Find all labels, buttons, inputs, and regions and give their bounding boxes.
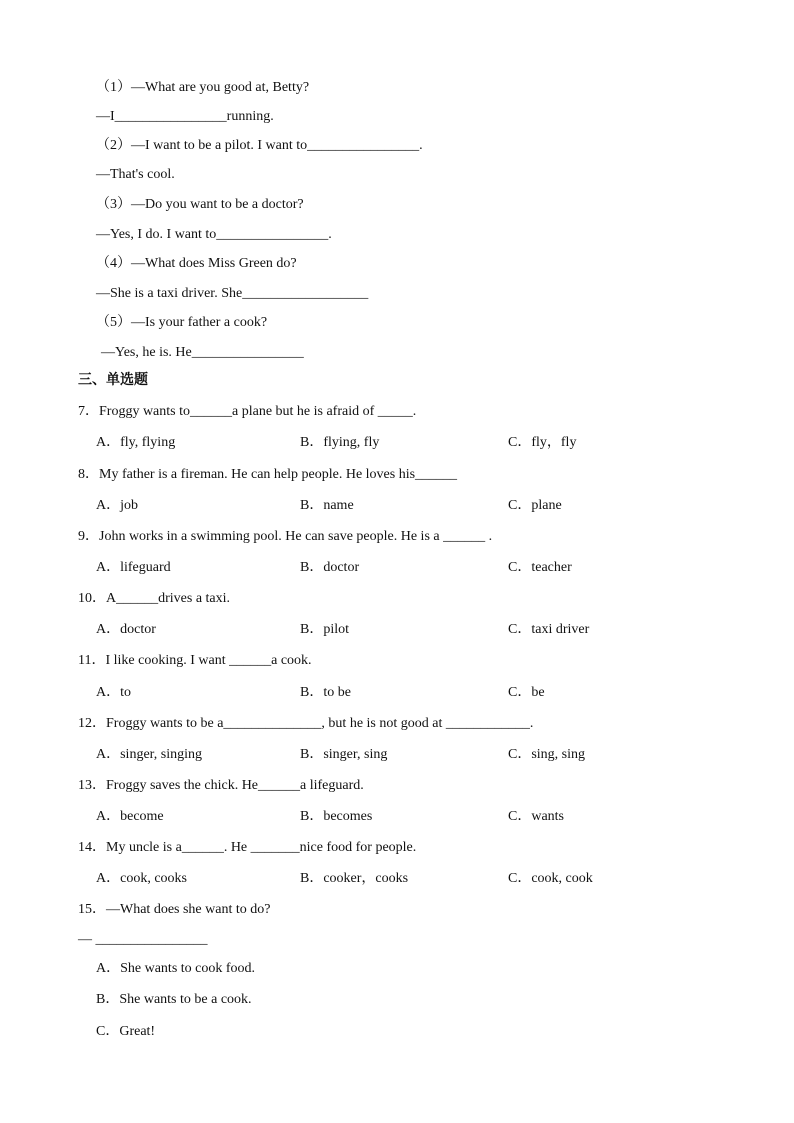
option-b: B．doctor (300, 560, 360, 575)
fill-in-line-2: —I________________running. (96, 109, 274, 124)
option-c: C．fly，fly (508, 435, 577, 450)
question-stem: 11．I like cooking. I want ______a cook. (78, 653, 312, 668)
option-b: B．She wants to be a cook. (96, 992, 252, 1007)
option-c: C．be (508, 685, 545, 700)
option-a: A．doctor (96, 622, 156, 637)
question-stem: 10．A______drives a taxi. (78, 591, 231, 606)
option-b: B．name (300, 498, 354, 513)
question-stem: 8．My father is a fireman. He can help people. He loves his______ (78, 467, 458, 482)
option-a: A．become (96, 809, 164, 824)
option-b: B．singer, sing (300, 747, 388, 762)
option-b: B．becomes (300, 809, 373, 824)
option-c: C．Great! (96, 1024, 156, 1039)
option-b: B．pilot (300, 622, 350, 637)
option-c: C．taxi driver (508, 622, 590, 637)
option-a: A．singer, singing (96, 747, 202, 762)
option-b: B．cooker，cooks (300, 871, 409, 886)
fill-in-line-4: —That's cool. (96, 167, 175, 182)
fill-in-line-9: （5）—Is your father a cook? (96, 315, 268, 330)
fill-in-line-6: —Yes, I do. I want to________________. (96, 227, 332, 242)
option-c: C．teacher (508, 560, 572, 575)
answer-blank: — ________________ (78, 932, 208, 947)
option-b: B．to be (300, 685, 351, 700)
option-c: C．plane (508, 498, 562, 513)
option-a: A．cook, cooks (96, 871, 187, 886)
option-a: A．to (96, 685, 131, 700)
question-stem: 9．John works in a swimming pool. He can save people. He is a ______ . (78, 529, 493, 544)
question-stem: 12．Froggy wants to be a______________, but he is not good at ____________. (78, 716, 534, 731)
option-c: C．wants (508, 809, 564, 824)
option-a: A．She wants to cook food. (96, 961, 256, 976)
fill-in-line-3: （2）—I want to be a pilot. I want to________________. (96, 138, 423, 153)
option-b: B．flying, fly (300, 435, 380, 450)
question-stem: 13．Froggy saves the chick. He______a lifeguard. (78, 778, 364, 793)
option-c: C．sing, sing (508, 747, 586, 762)
fill-in-line-10: —Yes, he is. He________________ (101, 345, 304, 360)
fill-in-line-1: （1）—What are you good at, Betty? (96, 80, 310, 95)
fill-in-line-8: —She is a taxi driver. She__________________ (96, 286, 369, 301)
section-heading: 三、单选题 (78, 372, 148, 388)
question-stem: 14．My uncle is a______. He _______nice food for people. (78, 840, 417, 855)
option-a: A．fly, flying (96, 435, 176, 450)
option-a: A．lifeguard (96, 560, 171, 575)
fill-in-line-7: （4）—What does Miss Green do? (96, 256, 297, 271)
question-stem: 15．—What does she want to do? (78, 902, 271, 917)
fill-in-line-5: （3）—Do you want to be a doctor? (96, 197, 304, 212)
option-c: C．cook, cook (508, 871, 593, 886)
option-a: A．job (96, 498, 138, 513)
question-stem: 7．Froggy wants to______a plane but he is afraid of _____. (78, 404, 417, 419)
